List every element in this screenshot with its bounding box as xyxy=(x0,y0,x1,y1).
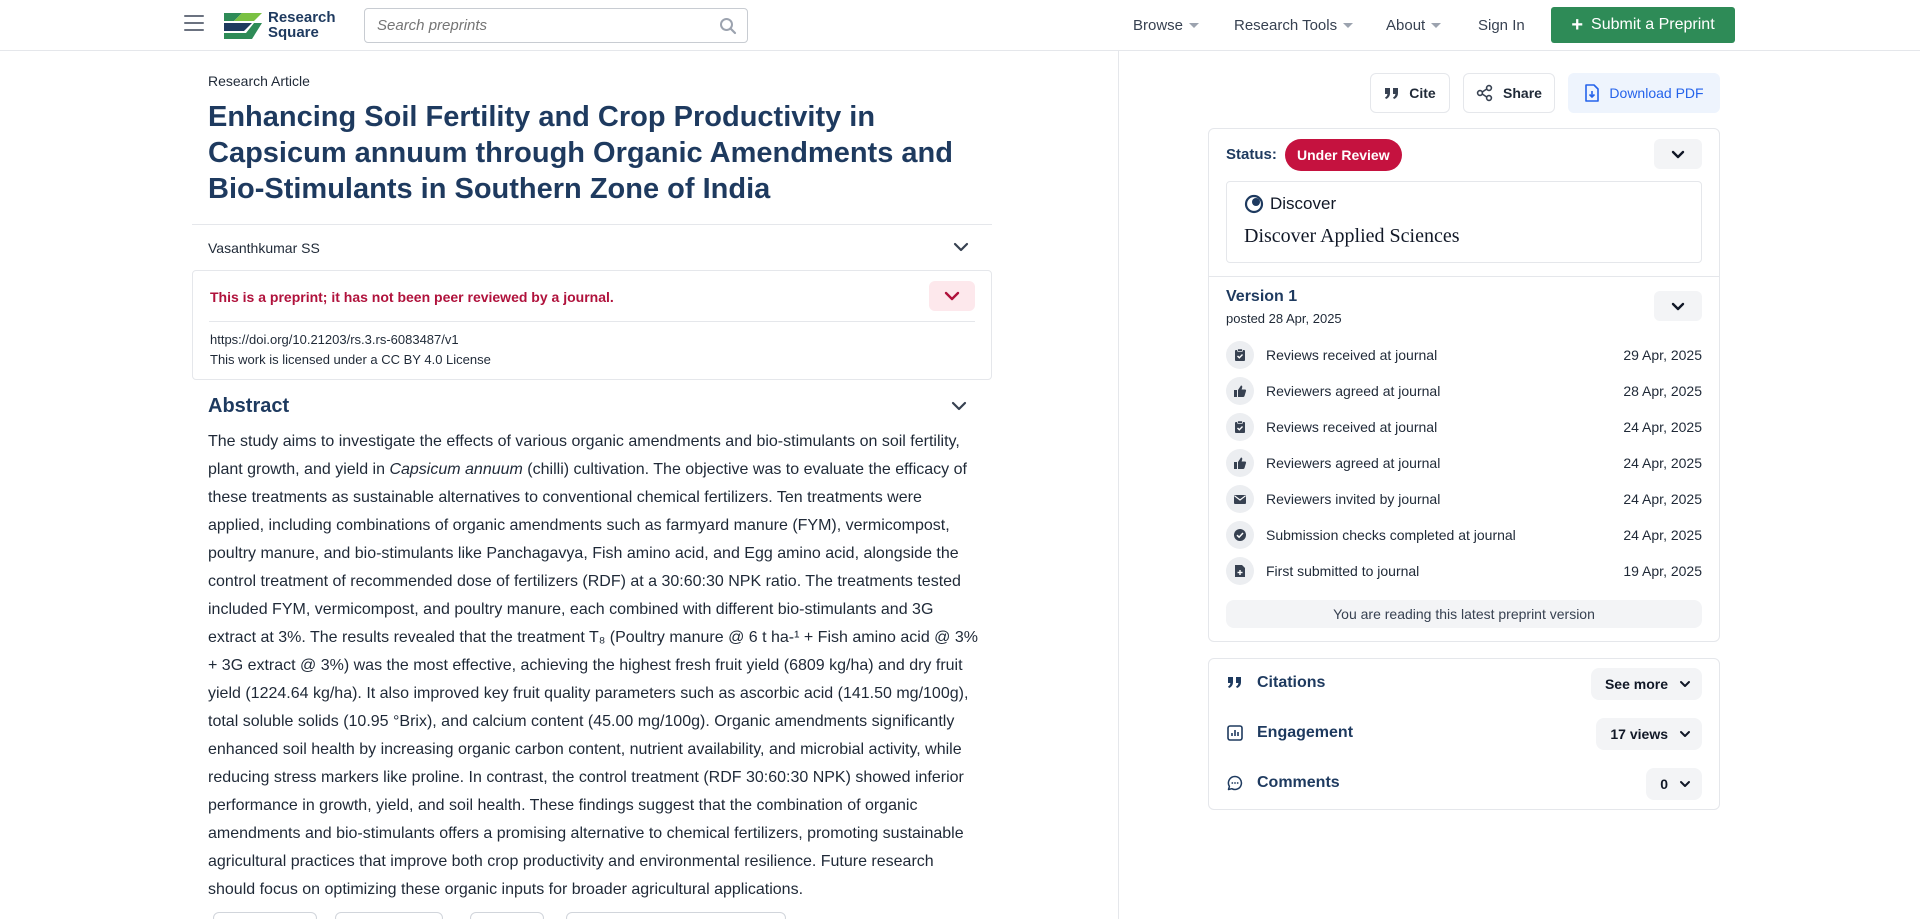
version-posted-date: posted 28 Apr, 2025 xyxy=(1226,311,1342,326)
logo-text-line1: Research xyxy=(268,9,336,26)
search-icon[interactable] xyxy=(719,17,737,35)
chevron-down-icon xyxy=(1669,145,1687,163)
citations-row[interactable] xyxy=(1209,659,1719,709)
preprint-notice-toggle[interactable] xyxy=(929,281,975,311)
keyword-tag[interactable] xyxy=(566,912,786,919)
timeline-item xyxy=(1226,413,1702,441)
timeline-item xyxy=(1226,377,1702,405)
journal-card[interactable] xyxy=(1226,181,1702,263)
citations-see-more-button[interactable] xyxy=(1591,668,1702,700)
timeline-item xyxy=(1226,557,1702,585)
chevron-down-icon xyxy=(1189,23,1199,28)
download-pdf-label: Download PDF xyxy=(1609,85,1704,101)
search-box xyxy=(364,8,748,43)
file-download-icon xyxy=(1584,84,1600,102)
timeline-date: 24 Apr, 2025 xyxy=(1623,527,1702,543)
engagement-pill-label: 17 views xyxy=(1610,726,1668,742)
chevron-down-icon xyxy=(943,288,961,304)
nav-browse[interactable] xyxy=(1133,0,1199,51)
timeline-date: 28 Apr, 2025 xyxy=(1623,383,1702,399)
timeline-date: 29 Apr, 2025 xyxy=(1623,347,1702,363)
divider xyxy=(1209,276,1719,277)
citations-pill-label: See more xyxy=(1604,676,1668,692)
timeline-date: 24 Apr, 2025 xyxy=(1623,455,1702,471)
thumbs-up-icon xyxy=(1233,456,1247,470)
clipboard-check-icon xyxy=(1233,348,1247,362)
menu-icon[interactable] xyxy=(184,15,204,33)
comments-row[interactable] xyxy=(1209,759,1719,809)
latest-version-note: You are reading this latest preprint version xyxy=(1226,600,1702,628)
journal-name: Discover Applied Sciences xyxy=(1244,225,1460,247)
timeline-label: Submission checks completed at journal xyxy=(1266,527,1516,543)
sign-in-link[interactable] xyxy=(1478,0,1525,51)
timeline-label: First submitted to journal xyxy=(1266,563,1420,579)
share-label: Share xyxy=(1503,85,1542,101)
timeline-date: 24 Apr, 2025 xyxy=(1623,419,1702,435)
file-plus-icon xyxy=(1233,564,1247,578)
nav-research-tools-label: Research Tools xyxy=(1234,17,1338,34)
logo-text-line2: Square xyxy=(268,24,319,41)
sign-in-label: Sign In xyxy=(1478,17,1525,34)
chevron-down-icon[interactable] xyxy=(950,397,968,415)
comments-label: Comments xyxy=(1257,774,1340,791)
metrics-panel xyxy=(1208,658,1720,810)
engagement-label: Engagement xyxy=(1257,724,1354,741)
timeline-date: 19 Apr, 2025 xyxy=(1623,563,1702,579)
check-circle-icon xyxy=(1233,528,1247,542)
keyword-tag[interactable] xyxy=(470,912,544,919)
download-pdf-button[interactable] xyxy=(1568,73,1720,113)
version-title: Version 1 xyxy=(1226,288,1298,305)
submit-preprint-label: Submit a Preprint xyxy=(1591,16,1715,33)
research-square-logo-icon xyxy=(224,9,262,41)
journal-brand-label: Discover xyxy=(1270,194,1337,213)
abstract-text xyxy=(208,428,978,904)
engagement-views-button[interactable] xyxy=(1596,718,1702,750)
timeline-label: Reviewers agreed at journal xyxy=(1266,383,1441,399)
preprint-warning: This is a preprint; it has not been peer reviewed by a journal. xyxy=(210,289,614,305)
top-navigation-bar xyxy=(0,0,1920,51)
plus-icon: + xyxy=(1571,14,1584,36)
divider xyxy=(209,321,975,322)
journal-brand xyxy=(1244,194,1336,214)
article-type: Research Article xyxy=(208,73,310,89)
cite-label: Cite xyxy=(1409,85,1436,101)
timeline-label: Reviewers invited by journal xyxy=(1266,491,1441,507)
engagement-row[interactable] xyxy=(1209,709,1719,759)
chevron-down-icon xyxy=(1678,777,1692,791)
license-text: This work is licensed under a CC BY 4.0 License xyxy=(210,352,491,367)
logo-text xyxy=(268,10,336,40)
cite-button[interactable] xyxy=(1370,73,1450,113)
keyword-tag[interactable] xyxy=(213,912,317,919)
author-name[interactable]: Vasanthkumar SS xyxy=(208,240,320,256)
discover-logo-icon xyxy=(1244,194,1264,214)
page-title: Enhancing Soil Fertility and Crop Productivity in Capsicum annuum through Organic Amendments and Bio-Stimulants in Southern Zone of India xyxy=(208,101,953,205)
timeline-item xyxy=(1226,485,1702,513)
nav-browse-label: Browse xyxy=(1133,17,1184,34)
research-square-logo[interactable] xyxy=(224,8,336,42)
quote-icon xyxy=(1384,86,1400,100)
abstract-species-name: Capsicum annuum xyxy=(389,461,523,478)
clipboard-check-icon xyxy=(1233,420,1247,434)
status-label: Status: xyxy=(1226,146,1277,163)
authors-toggle[interactable] xyxy=(192,224,992,269)
abstract-text-part2: (chilli) cultivation. The objective was to evaluate the efficacy of these treatments as sustainable alternatives to conventional chemical fertilizers. Ten treatments were applied, including combinations of organic amendments such as farmyard manure (FYM), vermicompost, poultry manure, and bio-stimulants like Panchagavya, Fish amino acid, and Egg amino acid, alongside the control treatment of recommended dose of fertilizers (RDF) at a 30:60:30 NPK ratio. The treatments tested included FYM, vermicompost, and poultry manure, each combined with different bio-stimulants and 3G extract at 3%. The results revealed that the treatment T₈ (Poultry manure @ 6 t ha-¹ + Fish amino acid @ 3% + 3G extract @ 3%) was the most effective, achieving the highest fresh fruit yield (6809 kg/ha) and dry fruit yield (1224.64 kg/ha). It also improved key fruit quality parameters such as ascorbic acid (141.50 mg/100g), total soluble solids (10.95 °Brix), and calcium content (45.00 mg/100g). Organic amendments significantly enhanced soil health by increasing organic carbon content, nutrient availability, and microbial activity, while reducing stress markers like proline. In contrast, the control treatment (RDF 30:60:30 NPK) showed inferior performance in growth, yield, and soil health. These findings suggest that the combination of organic amendments and bio-stimulants offers a promising alternative to chemical fertilizers, promoting sustainable agricultural practices that improve both crop productivity and environmental resilience. Future research should focus on optimizing these organic inputs for broader agricultural applications. xyxy=(208,461,978,898)
citations-label: Citations xyxy=(1257,674,1326,691)
chevron-down-icon xyxy=(952,238,970,256)
chevron-down-icon xyxy=(1431,23,1441,28)
nav-about-label: About xyxy=(1386,17,1426,34)
chevron-down-icon xyxy=(1343,23,1353,28)
status-badge: Under Review xyxy=(1285,139,1402,171)
timeline-item xyxy=(1226,341,1702,369)
envelope-icon xyxy=(1233,492,1247,506)
timeline-label: Reviews received at journal xyxy=(1266,347,1438,363)
timeline-date: 24 Apr, 2025 xyxy=(1623,491,1702,507)
quote-icon xyxy=(1227,675,1243,689)
status-panel xyxy=(1208,128,1720,642)
thumbs-up-icon xyxy=(1233,384,1247,398)
preprint-notice-box xyxy=(192,270,992,380)
doi-link[interactable]: https://doi.org/10.21203/rs.3.rs-6083487/v1 xyxy=(210,332,459,347)
chevron-down-icon xyxy=(1669,297,1687,315)
abstract-heading: Abstract xyxy=(208,395,290,417)
version-expand-button[interactable] xyxy=(1654,291,1702,321)
timeline-label: Reviewers agreed at journal xyxy=(1266,455,1441,471)
share-button[interactable] xyxy=(1463,73,1555,113)
column-divider xyxy=(1118,51,1119,919)
comments-pill-label: 0 xyxy=(1660,776,1668,792)
keyword-tag[interactable] xyxy=(335,912,443,919)
submit-preprint-button[interactable] xyxy=(1551,7,1735,43)
timeline-item xyxy=(1226,449,1702,477)
nav-about[interactable] xyxy=(1386,0,1441,51)
chevron-down-icon xyxy=(1678,677,1692,691)
abstract-text-part1: The study aims to investigate the effects of various organic amendments and bio-stimulants on soil fertility, plant growth, and yield in xyxy=(208,433,960,478)
share-icon xyxy=(1476,84,1494,102)
timeline-label: Reviews received at journal xyxy=(1266,419,1438,435)
bar-chart-icon xyxy=(1227,725,1243,741)
chevron-down-icon xyxy=(1678,727,1692,741)
status-expand-button[interactable] xyxy=(1654,139,1702,169)
timeline-item xyxy=(1226,521,1702,549)
comments-count-button[interactable] xyxy=(1646,768,1702,800)
comment-icon xyxy=(1227,775,1243,791)
search-input[interactable] xyxy=(365,9,695,42)
nav-research-tools[interactable] xyxy=(1234,0,1353,51)
